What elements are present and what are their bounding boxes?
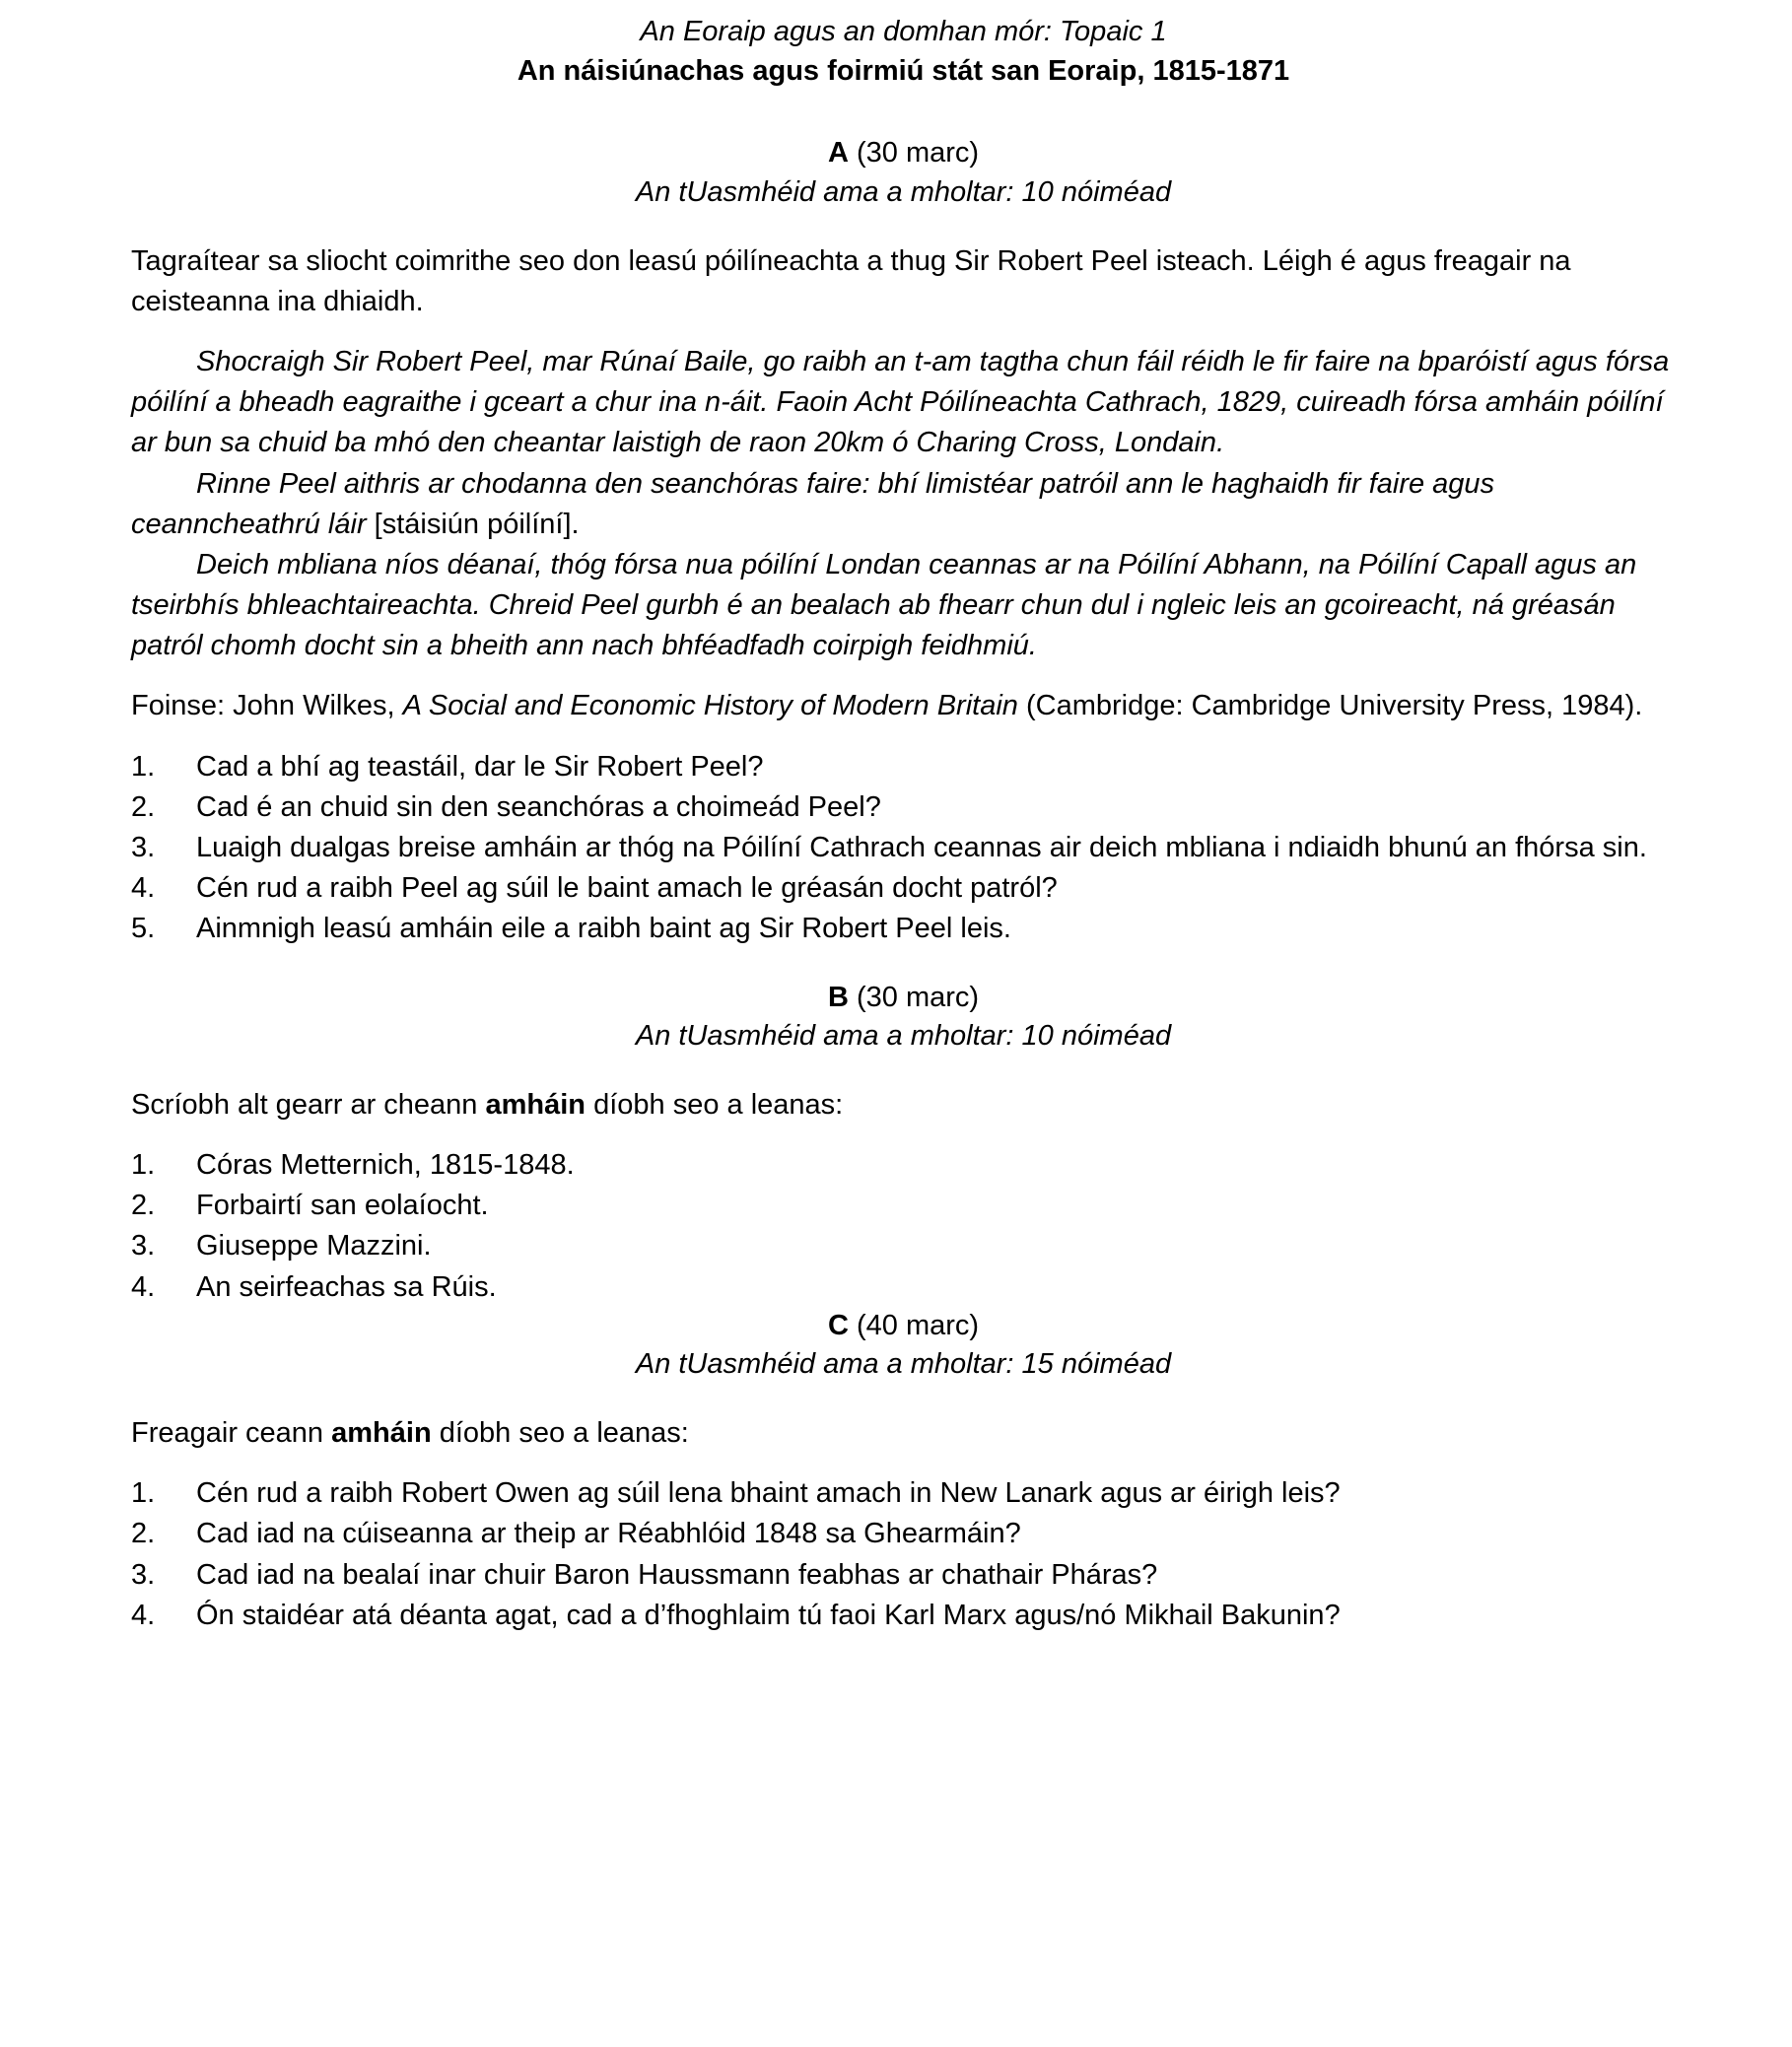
instruction-emphasis: amháin (331, 1417, 432, 1450)
source-extract (131, 342, 1676, 666)
document-header (131, 14, 1676, 90)
list-item-text: An seirfeachas sa Rúis. (196, 1270, 497, 1303)
section-c (131, 1308, 1676, 1636)
list-item-number: 4. (131, 1270, 156, 1303)
section-b-instruction (131, 1085, 1676, 1126)
list-item-text: Cén rud a raibh Robert Owen ag súil lena bhaint amach in New Lanark agus ar éirigh leis? (196, 1477, 1341, 1510)
section-a-letter: A (827, 137, 849, 170)
extract-paragraph-2 (131, 464, 1676, 545)
list-item (131, 868, 1676, 909)
list-item (131, 1226, 1676, 1266)
list-item (131, 787, 1676, 828)
instruction-prefix: Freagair ceann (131, 1417, 332, 1450)
list-item (131, 1514, 1676, 1554)
list-item-number: 5. (131, 913, 156, 945)
list-item-number: 4. (131, 872, 156, 905)
spacer (131, 1384, 1676, 1413)
list-item-number: 2. (131, 1190, 156, 1222)
section-a-time-note: An tUasmhéid ama a mholtar: 10 nóiméad (635, 176, 1172, 209)
list-item (131, 747, 1676, 787)
instruction-prefix: Scríobh alt gearr ar cheann (131, 1088, 486, 1121)
list-item-text: Cén rud a raibh Peel ag súil le baint amach le gréasán docht patról? (196, 872, 1058, 905)
list-item-text: Giuseppe Mazzini. (196, 1230, 432, 1262)
list-item (131, 1596, 1676, 1636)
section-a-heading (131, 135, 1676, 172)
section-c-instruction (131, 1413, 1676, 1454)
source-citation (131, 686, 1676, 726)
extract-paragraph-1: Shocraigh Sir Robert Peel, mar Rúnaí Baile, go raibh an t-am tagtha chun fáil réidh le fir faire na bparóistí agus fórsa póilíní a bheadh eagraithe i gceart a chur ina n-áit. Faoin Acht Póilíneachta Cathrach, 1829, cuireadh fórsa amháin póilíní ar bun sa chuid ba mhó den cheantar laistigh de raon 20km ó Charing Cross, Londain. (131, 346, 1670, 459)
instruction-suffix: díobh seo a leanas: (586, 1088, 844, 1121)
list-item-number: 2. (131, 1518, 156, 1550)
instruction-emphasis: amháin (485, 1088, 586, 1121)
section-c-heading (131, 1308, 1676, 1345)
section-c-marks: (40 marc) (856, 1309, 980, 1341)
section-a (131, 135, 1676, 949)
section-b-letter: B (827, 981, 849, 1013)
spacer (131, 950, 1676, 980)
list-item (131, 1186, 1676, 1226)
list-item-text: Cad iad na bealaí inar chuir Baron Haussmann feabhas ar chathair Pháras? (196, 1558, 1158, 1591)
list-item-number: 4. (131, 1599, 156, 1631)
section-b (131, 980, 1676, 1308)
list-item-text: Ainmnigh leasú amháin eile a raibh baint ag Sir Robert Peel leis. (196, 913, 1011, 945)
spacer (131, 90, 1676, 135)
list-item-text: Luaigh dualgas breise amháin ar thóg na Póilíní Cathrach ceannas air deich mbliana i ndiaidh bhunú an fhórsa sin. (196, 831, 1647, 863)
list-item (131, 1555, 1676, 1596)
instruction-suffix: díobh seo a leanas: (431, 1417, 689, 1450)
extract-paragraph-3: Deich mbliana níos déanaí, thóg fórsa nua póilíní Londan ceannas ar na Póilíní Abhann, na Póilíní Capall agus an tseirbhís bhleachtaireachta. Chreid Peel gurbh é an bealach ab fhearr chun dul i ngleic leis an gcoireacht, ná gréasán patról chomh docht sin a bheith ann nach bhféadfadh coirpigh feidhmiú. (131, 548, 1637, 662)
list-item (131, 909, 1676, 949)
section-c-question-list (131, 1473, 1676, 1636)
section-a-question-list (131, 747, 1676, 950)
list-item-text: Cad a bhí ag teastáil, dar le Sir Robert Peel? (196, 750, 764, 783)
source-suffix: (Cambridge: Cambridge University Press, 1984). (1017, 690, 1643, 722)
spacer (131, 727, 1676, 747)
section-b-heading (131, 980, 1676, 1017)
section-a-intro: Tagraítear sa sliocht coimrithe seo don leasú póilíneachta a thug Sir Robert Peel isteach. Léigh é agus freagair na ceisteanna ina dhiaidh. (131, 244, 1571, 317)
list-item-text: Forbairtí san eolaíocht. (196, 1190, 489, 1222)
list-item-number: 1. (131, 1149, 156, 1182)
section-c-letter: C (827, 1309, 849, 1341)
list-item-text: Cad iad na cúiseanna ar theip ar Réabhlóid 1848 sa Ghearmáin? (196, 1518, 1021, 1550)
spacer (131, 322, 1676, 342)
section-b-time-note: An tUasmhéid ama a mholtar: 10 nóiméad (635, 1020, 1172, 1053)
source-prefix: Foinse: John Wilkes, (131, 690, 403, 722)
page-title: An náisiúnachas agus foirmiú stát san Eoraip, 1815-1871 (517, 54, 1290, 87)
section-b-question-list (131, 1145, 1676, 1308)
list-item-number: 1. (131, 750, 156, 783)
list-item (131, 1473, 1676, 1514)
spacer (131, 1126, 1676, 1145)
list-item (131, 828, 1676, 868)
spacer (131, 1454, 1676, 1473)
section-a-marks: (30 marc) (856, 137, 980, 170)
list-item-text: Cad é an chuid sin den seanchóras a choimeád Peel? (196, 790, 881, 823)
list-item-text: Córas Metternich, 1815-1848. (196, 1149, 575, 1182)
list-item (131, 1267, 1676, 1308)
list-item-number: 2. (131, 790, 156, 823)
topic-line: An Eoraip agus an domhan mór: Topaic 1 (640, 16, 1167, 47)
extract-paragraph-2-bracket: [stáisiún póilíní]. (374, 508, 580, 540)
list-item-number: 1. (131, 1477, 156, 1510)
section-b-marks: (30 marc) (856, 981, 980, 1013)
list-item-text: Ón staidéar atá déanta agat, cad a d’fhoghlaim tú faoi Karl Marx agus/nó Mikhail Bakunin? (196, 1599, 1341, 1631)
list-item-number: 3. (131, 1558, 156, 1591)
list-item-number: 3. (131, 1230, 156, 1262)
spacer (131, 212, 1676, 241)
extract-paragraph-2-italic: Rinne Peel aithris ar chodanna den seanchóras faire: bhí limistéar patróil ann le haghaidh fir faire agus ceanncheathrú láir (131, 467, 1495, 540)
spacer (131, 666, 1676, 686)
source-book-title: A Social and Economic History of Modern Britain (402, 690, 1018, 722)
list-item-number: 3. (131, 831, 156, 863)
section-c-time-note: An tUasmhéid ama a mholtar: 15 nóiméad (635, 1348, 1172, 1381)
spacer (131, 1056, 1676, 1085)
list-item (131, 1145, 1676, 1186)
